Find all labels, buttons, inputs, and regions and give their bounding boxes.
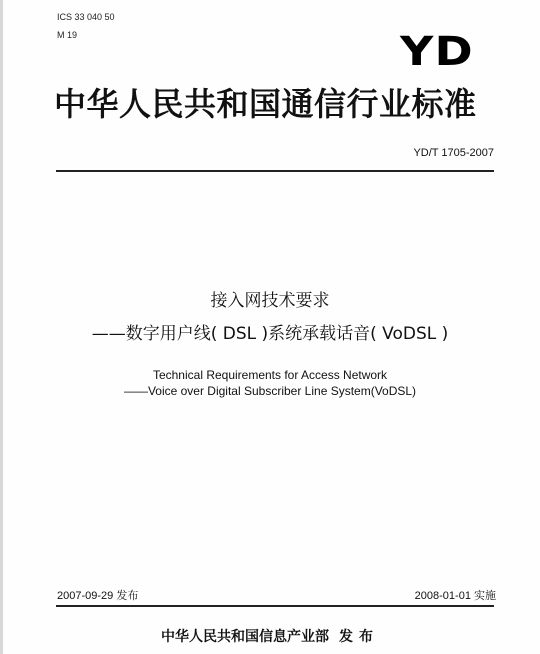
publisher-line — [0, 628, 540, 646]
publisher-name: 中华人民共和国信息产业部 — [161, 629, 329, 645]
standard-category-title: 中华人民共和国通信行业标准 — [54, 85, 477, 123]
ics-code: ICS 33 040 50 — [57, 12, 115, 22]
implementation-date: 2008-01-01 实施 — [414, 590, 496, 602]
standard-number: YD/T 1705-2007 — [413, 147, 494, 159]
document-title-en-main: Technical Requirements for Access Network — [152, 368, 388, 382]
document-title-en-sub: ——Voice over Digital Subscriber Line System(VoDSL) — [123, 384, 417, 398]
yd-logo: YD — [400, 29, 474, 75]
top-divider — [56, 170, 494, 172]
document-title-cn-main: 接入网技术要求 — [210, 291, 330, 311]
document-title-cn-sub: ——数字用户线( DSL )系统承载话音( VoDSL ) — [91, 324, 449, 344]
release-label: 发布 — [339, 629, 379, 645]
issue-date: 2007-09-29 发布 — [57, 590, 139, 602]
bottom-divider — [56, 605, 494, 607]
ccs-code: M 19 — [57, 30, 78, 40]
